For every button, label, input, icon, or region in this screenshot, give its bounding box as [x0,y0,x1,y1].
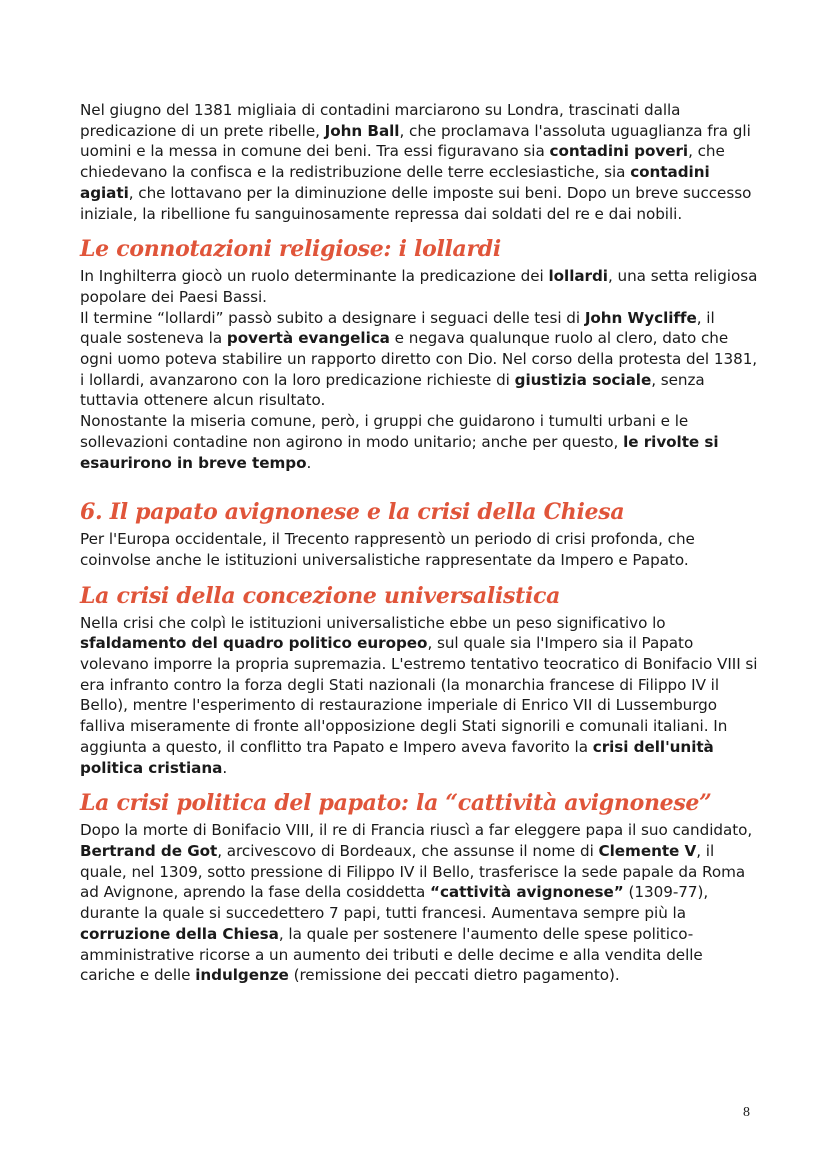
bold-term: Clemente V [598,841,697,860]
heading-crisi-universalistica: La crisi della concezione universalistica [80,582,561,609]
bold-term: John Ball [324,121,400,140]
bold-term: “cattività avignonese” [430,883,624,902]
paragraph-lollardi: In Inghilterra giocò un ruolo determinante la predicazione dei lollardi, una setta religiosa popolare dei Paesi Bassi. Il termine “lollardi” passò subito a designare i seguaci delle tesi di John Wycliffe, il quale sosteneva la povertà evangelica e negava qualunque ruolo al clero, dato che ogni uomo poteva stabilire un rapporto diretto con Dio. Nel corso della protesta del 1381, i lollardi, avanzarono con la loro predicazione richieste di giustizia sociale, senza tuttavia ottenere alcun risultato. Nonostante la miseria comune, però, i gruppi che guidarono i tumulti urbani e le sollevazioni contadine non agirono in modo unitario; anche per questo, le rivolte si esaurirono in breve tempo. [80,267,758,472]
bold-term: indulgenze [195,966,289,985]
paragraph-universalistic-crisis: Nella crisi che colpì le istituzioni universalistiche ebbe un peso significativo lo sfaldamento del quadro politico europeo, sul quale sia l'Impero sia il Papato volevano imporre la propria supremazia. L'estremo tentativo teocratico di Bonifacio VIII si era infranto contro la forza degli Stati nazionali (la monarchia francese di Filippo IV il Bello), mentre l'esperimento di restaurazione imperiale di Enrico VII di Lussemburgo falliva miseramente di fronte all'opposizione degli Stati signorili e comunali italiani. In aggiunta a questo, il conflitto tra Papato e Impero aveva favorito la crisi dell'unità politica cristiana. [80,613,758,777]
bold-term: contadini poveri [549,142,689,161]
bold-term: le rivolte si esaurirono in breve tempo [80,432,719,472]
bold-term: crisi dell'unità politica cristiana [80,737,714,777]
bold-term: corruzione della Chiesa [80,924,279,943]
heading-papato-avignonese: 6. Il papato avignonese e la crisi della Chiesa [80,499,625,526]
bold-term: contadini agiati [80,163,710,202]
bold-term: sfaldamento del quadro politico europeo [80,634,428,653]
bold-term: John Wycliffe [584,308,697,327]
paragraph-trecento-crisis: Per l'Europa occidentale, il Trecento rappresentò un periodo di crisi profonda, che coinvolse anche le istituzioni universalistiche rappresentate da Impero e Papato. [80,530,695,569]
bold-term: giustizia sociale [514,370,652,389]
bold-term: lollardi [548,267,608,286]
page-number: 8 [743,1105,750,1120]
bold-term: Bertrand de Got [80,841,218,860]
paragraph-avignon-captivity: Dopo la morte di Bonifacio VIII, il re di Francia riuscì a far eleggere papa il suo candidato, Bertrand de Got, arcivescovo di Bordeaux, che assunse il nome di Clemente V, il quale, nel 1309, sotto pressione di Filippo IV il Bello, trasferisce la sede papale da Roma ad Avignone, aprendo la fase della cosiddetta “cattività avignonese” (1309-77), durante la quale si succedettero 7 papi, tutti francesi. Aumentava sempre più la corruzione della Chiesa, la quale per sostenere l'aumento delle spese politico-amministrative ricorse a un aumento dei tributi e delle decime e alla vendita delle cariche e delle indulgenze (remissione dei peccati dietro pagamento). [80,821,753,985]
heading-cattivita-avignonese: La crisi politica del papato: la “cattività avignonese” [80,790,712,817]
page-body [80,100,760,986]
paragraph-peasant-revolt: Nel giugno del 1381 migliaia di contadini marciarono su Londra, trascinati dalla predicazione di un prete ribelle, John Ball, che proclamava l'assoluta uguaglianza fra gli uomini e la messa in comune dei beni. Tra essi figuravano sia contadini poveri, che chiedevano la confisca e la redistribuzione delle terre ecclesiastiche, sia contadini agiati, che lottavano per la diminuzione delle imposte sui beni. Dopo un breve successo iniziale, la ribellione fu sanguinosamente repressa dai soldati del re e dai nobili. [80,101,752,223]
bold-term: povertà evangelica [226,329,390,348]
heading-lollardi: Le connotazioni religiose: i lollardi [80,236,501,263]
